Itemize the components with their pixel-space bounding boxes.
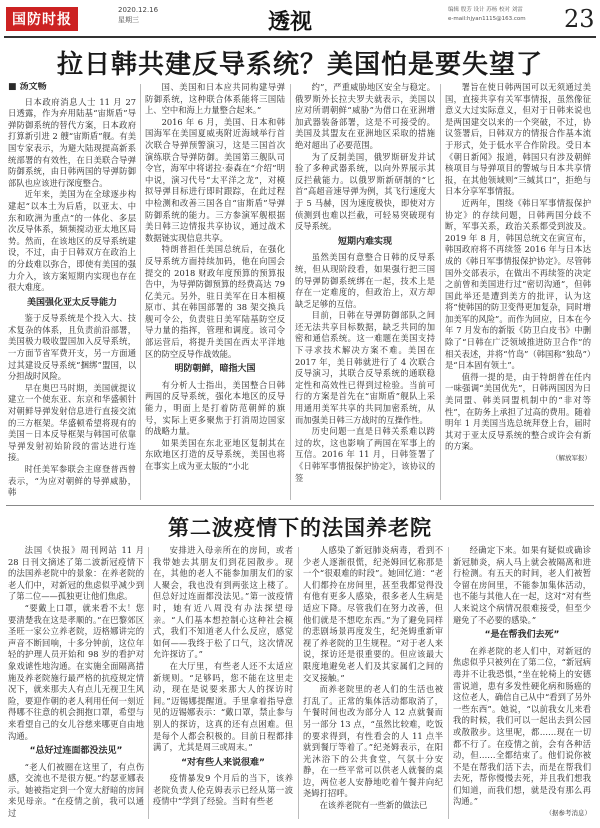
article2-headline: 第二波疫情下的法国养老院 (168, 516, 432, 540)
issue-date (118, 5, 158, 25)
article2-column-2 (153, 545, 293, 823)
column-divider (440, 84, 441, 500)
article1-column-4 (445, 82, 591, 502)
date-line: 2020.12.16 (118, 6, 159, 14)
weekday-line: 星期三 (118, 16, 139, 24)
section-title: 透视 (268, 9, 313, 35)
article1-column-3 (295, 82, 435, 502)
paragraph: 经确定下来。如果有疑似或确诊新冠肺炎，病人马上就会被隔离和进行检测。有五天的时间，老人们被暂令留在房间里，不能参加集体活动，也不能与其他人在一起，这对“对有些人来说这个病情况很难接受，但至少避免了不必要的感染。” (453, 545, 591, 625)
email-line[interactable]: e-mail:hjyan1115@163.com (448, 16, 526, 22)
paragraph: 鉴于反导系统是个投入大、技术复杂的体系，且负责前沿部署，美国极力吸收盟国加入反导系统，一方面节省军费开支，另一方面通过其建设反导系统“捆绑”盟国，以分担战时风险。 (8, 313, 136, 382)
column-divider (290, 84, 291, 500)
paragraph: 疫情暴发9 个月后的当下，该养老院负责人伦克姆表示已经从第一波疫情中“学到了经验。当时有些老 (153, 773, 293, 807)
column-divider (448, 547, 449, 819)
paragraph: 约”，严重威胁地区安全与稳定。俄罗斯外长拉夫罗夫就表示，美国以应对所谓朝鲜“威胁”为借口在亚洲增加武器装备部署，这是不可接受的。美国及其盟友在亚洲地区采取的措施绝对超出了必要范围。 (295, 82, 435, 150)
column-divider (148, 547, 149, 819)
paragraph: 2016 年 6 月，美国、日本和韩国海军在美国夏威夷附近海域举行首次联合导弹预警演习，这是三国首次演练联合导弹防御。美国第三舰队司令官，海军中将诺拉·泰森在“介绍”明中说，演习代号“太平洋之龙”，对模拟导弹目标进行即时跟踪，在此过程中检测和改善三国各自“宙斯盾”导弹防御系统的能力。三方参演军舰根据美日韩三边情报共享协议，通过战术数据链实现信息共享。 (145, 116, 285, 243)
paragraph: 值得一提的是，由于特朗普在任内一味强调“美国优先”，日韩两国因为日美同盟、韩美同盟机制中的“非对等性”，在防务上承担了过高的费用。随着明年 1 月美国当选总统拜登上台，届时其对于亚太反导系统的整合或许会有新的方案。 (445, 371, 591, 452)
paragraph: 为了反制美国，俄罗斯研发并试验了多种武器系统，以向外界展示其反拦截能力。以俄罗斯新研制的“匕首”高超音速导弹为例，其飞行速度大于 5 马赫，因为速度极快，即使对方侦测到也难以拦截，可轻易突破现有反导系统。 (295, 151, 435, 232)
column-divider (140, 84, 141, 500)
subheading: “对有些人来说很难” (181, 757, 265, 768)
article2-column-3 (303, 545, 443, 823)
paragraph: 在该养老院有一些新的做法已 (319, 800, 428, 811)
article-divider (6, 505, 594, 506)
subheading: 明防朝鲜，暗指大国 (174, 364, 256, 375)
paragraph: 署旨在使日韩两国可以无须通过美国，直接共享有关军事情报，虽然像征意义大过实际意义，但对于日韩来说也是两国建交以来的一个突破，不过，协议签署后，日韩双方的情报合作基本流于形式，处于低水平合作阶段。受日本《朝日新闻》报道，韩国只有涉及朝鲜核项目与导弹项目的警城与日本共享情报，在其他领域则“三缄其口”，拒绝与日本分享军事情报。 (445, 82, 591, 197)
paragraph: 如果美国在东北亚地区复制其在东欧地区打造的反导系统，美国也将在事实上成为亚太版的“小北 (145, 437, 285, 471)
paragraph: 日本政府消息人士 11 月 27 日透露，作为弃用陆基“宙斯盾”导弹防御系统的替代方案，日本政府打算新引进 2 艘“宙斯盾”舰。有美国专家表示，为避大陆现提高新系统部署的有效性，在日美联合导弹防御系统，由日韩两国的导弹防御部队也应该进行深度整合。 (8, 96, 136, 188)
paragraph: 特朗普担任美国总统后，在强化反导系统方面持续加码，他在向国会提交的 2018 财政年度预算的预算报告中，为导弹防御预算的经费高达 79 亿美元。另外，驻日美军在日本相模原市、其在韩国部署的 38 架交换兵舰可令公，负责驻日美军陆基防空反导力量的指挥，管理和调度。该司令部运营后，将提升美国在西太平洋地区的防空反导作战效能。 (145, 244, 285, 359)
staff-credits (448, 6, 568, 24)
subheading: 美国强化亚太反导能力 (26, 297, 117, 308)
paragraph: 而养老院里的老人们的生活也被打乱了。正常的集体活动都取消了，午餐时间也改为部分人 12 点就餐而另一部分 13 点，“虽然比较难，吃饭的要求得到，有性看会的人 11 点半就到餐厅等着了。”纪尧姆表示，在阳光沐浴下的公共食堂，气氛十分安静，在一些平常可以供老人就餐的桌边，两位老人安静地吃着午餐并向纪尧姆打招呼。 (303, 684, 443, 799)
subheading: 短期内难实现 (337, 236, 392, 247)
paragraph: 法国《快报》周刊网站 11 月 28 日刊文摘述了第二波新冠疫情下的法国养老院中的景象：在养老院的老人们中，对新冠的焦虑似乎减少到了第二位——孤独更让他们焦虑。 (8, 545, 144, 602)
paragraph: 近两年，围绕《韩日军事情报保护协定》的存续问题，日韩两国分歧不断，军事关系，政治关系都受到波及。2019 年 8 月，韩国总统文在寅宣布，韩国政府将不再续签 2016 年与日本达成的《韩日军事情报保护协定》。尽管韩国外交部表示，在做出不再续签的决定之前曾和美国进行过“密切沟通”，但韩国此举还是遭到美方的批评，认为这将“使韩国的防卫变得更加复杂，同时增加美军的风险”。而作为回应，日本在今年 7 月发布的新版《防卫白皮书》中删除了“日韩在广泛领域推进防卫合作”的相关表述，并将“竹岛”（韩国称“独岛”）是“日本固有领土”。 (445, 197, 591, 371)
paragraph: “要戴上口罩，就来看不太！您要清楚我在这是孝顺的。”在巴黎郊区圣旺一家公立养老院，迈格娜讲完的声音不断回响，十多分钟前，这位年轻的护理人员开始和 98 岁的看护对象戏谑性地沟通。在实施全面隔离措施及养老院施行最严格的抗疫规定情况下，就来那夫人有点儿无视卫生风险，要迎作朝的老人利用任何一刻近得哪不往意的机会拥抱口罩，希望与来看望自己的女儿谷慈来哪更自由地沟通。 (8, 602, 144, 741)
source-note: （解放军报） (552, 454, 591, 462)
source-note: （据参考消息） (545, 809, 591, 818)
paragraph: 目前，日韩在导弹防御部队之间还无法共享目标数据，缺乏共同的加密和通信系统。这一难题在美国支持下寻求技术解决方案不难。美国在 2017 年，美日韩就进行了 4 次联合反导演习，其联合反导系统的通联稳定性和高效性已得到过检验。当前可行的方案是首先在“宙斯盾”舰队上采用通用美军共享的共同加密系统，从而加强美日韩三方战时的互操作性。 (295, 310, 435, 425)
paragraph: 早在奥巴马时期，美国就提议建立一个使东亚、东京和华盛顿针对朝鲜导弹发射信息进行直接交流的三方框架。华盛顿希望将现有的美国－日本反导框架与韩国可依靠导弹发射初始阶段的雷达进行连接。 (8, 382, 136, 463)
page-number: 23 (564, 5, 595, 33)
paragraph: “老人们被圈在这里了，有点伤感，交流也不是很方便。”约瑟亚娜表示。她被指定到一个宽大舒暗的房间来见母亲。“在疫情之前，我可以通过 (8, 761, 144, 819)
header-divider (4, 36, 596, 38)
column-divider (298, 547, 299, 819)
paragraph: 国、美国和日本应共同构建导弹防御系统，这种联合体系能将三国陆上、空中和海上力量整合起来。” (145, 82, 285, 116)
paragraph: 虽然美国有意整合日韩的反导系统，但从现阶段看，如果强行把三国的导弹防御系统绑在一起，技术上是存在一定难度的，但政治上，双方却缺乏足够的互信。 (295, 252, 435, 309)
editor-line: 编辑 殷芳 设计 苏杨 校对 刘雷 (448, 7, 523, 13)
paragraph: 人感染了新冠肺炎病毒，看到不少老人逐渐很慌，纪尧姆回忆称那是一个“很艰难的时段”。她回忆道：“老人们都拎在房间里，甚至我都觉得没有他有更多人感染，很多老人生病是适应下降。尽管我们在努力改善，但他们就是不想吃东西。”为了避免同样的悲剧场景再度发生，纪尧姆重新审视了养老院的卫生规程。“对于老人来说，探访还是很重要的。但应该最大限度地避免老人们及其家属们之间的交叉接触。” (303, 545, 443, 683)
article1-column-2 (145, 82, 285, 502)
paragraph: 历史问题一直是日韩关系难以跨过的坎，这也影响了两国在军事上的互信。2016 年 11 月，日韩签署了《日韩军事情报保护协定》，该协议的签 (295, 426, 435, 483)
article1-headline: 拉日韩共建反导系统？美国怕是要失望了 (56, 50, 543, 80)
paragraph: 有分析人士指出，美国整合日韩两国的反导系统，强化本地区的反导能力，明面上是打着防范朝鲜的旗号，实际上更多聚焦于打消周边国家的战略力量。 (145, 379, 285, 437)
paragraph: 在大厅里，有些老人还不太适应新规则。“足够吗，您不能在这里走动，现在是说要来那大人的探访时间。”迈锡娜提醒道。手里拿着指导意见的迈锡娜表示：“戴口罩，禁止参与别人的探访，这真的还有点困难。但是每个人都会积极的。目前日程都排满了，尤其是周三或周末。” (153, 660, 293, 753)
brand-logo: 国防时报 (6, 7, 78, 31)
subheading: “是在帮我们去死” (484, 630, 560, 641)
paragraph: 安排进入母亲所在的房间，或者我带她去其朋友们到花园散步。现在，其他的老人不能参加朋友们的家人聚会，我也没有到两张这上楼了。但总好过连面都没法见。”第一波疫情时，她有近八周没有办法探望母亲。“人们基本想控制心这种社会模式，我们不知道老人什么反应，感觉如何——我终于松了口气，这次情况允许探访了。” (153, 545, 293, 660)
byline: ■ 汤文畅 (8, 82, 47, 92)
article2-column-4 (453, 545, 591, 823)
paragraph: 在养老院的老人们中，对新冠的焦虑似乎只被列在了第二位，“新冠病毒并不让我恐惧，”坐在轮椅上的安德雷说道，患有多发性硬化病和肠癌的这位老人，确信自己从中“看到了另外一些东西”。她说，“以前我女儿来看我的时候，我们可以一起出去到公园或散散步。这里呢，都……现在一切都不行了。在疫情之前，会有各种活动，但……全都结束了。他们说你被不是在帮我们活下去，而是在帮我们去死，帮你慢慢去死，并且我们想我们知道，而我们想，就是没有那么再沟通。” (453, 645, 591, 807)
article1-column-1 (8, 82, 136, 502)
subheading: “总好过连面都没法见” (29, 746, 123, 757)
page-header (0, 0, 600, 40)
paragraph: 近年来，美国为在全球逐步构建起“以本土为后盾，以亚太、中东和欧洲为重点”的一体化、多层次反导体系，频频搅动亚太地区局势。然而，在该地区的反导系统建设，不过，由于日韩双方在政治上的分歧难以弥合，即使有美国的强力介入，该方案短期内实现也存在很大难度。 (8, 189, 136, 293)
article2-column-1 (8, 545, 144, 823)
paragraph: 时任美军参联会主席登普西曾表示，“为应对朝鲜的导弹威胁，韩 (8, 464, 136, 498)
